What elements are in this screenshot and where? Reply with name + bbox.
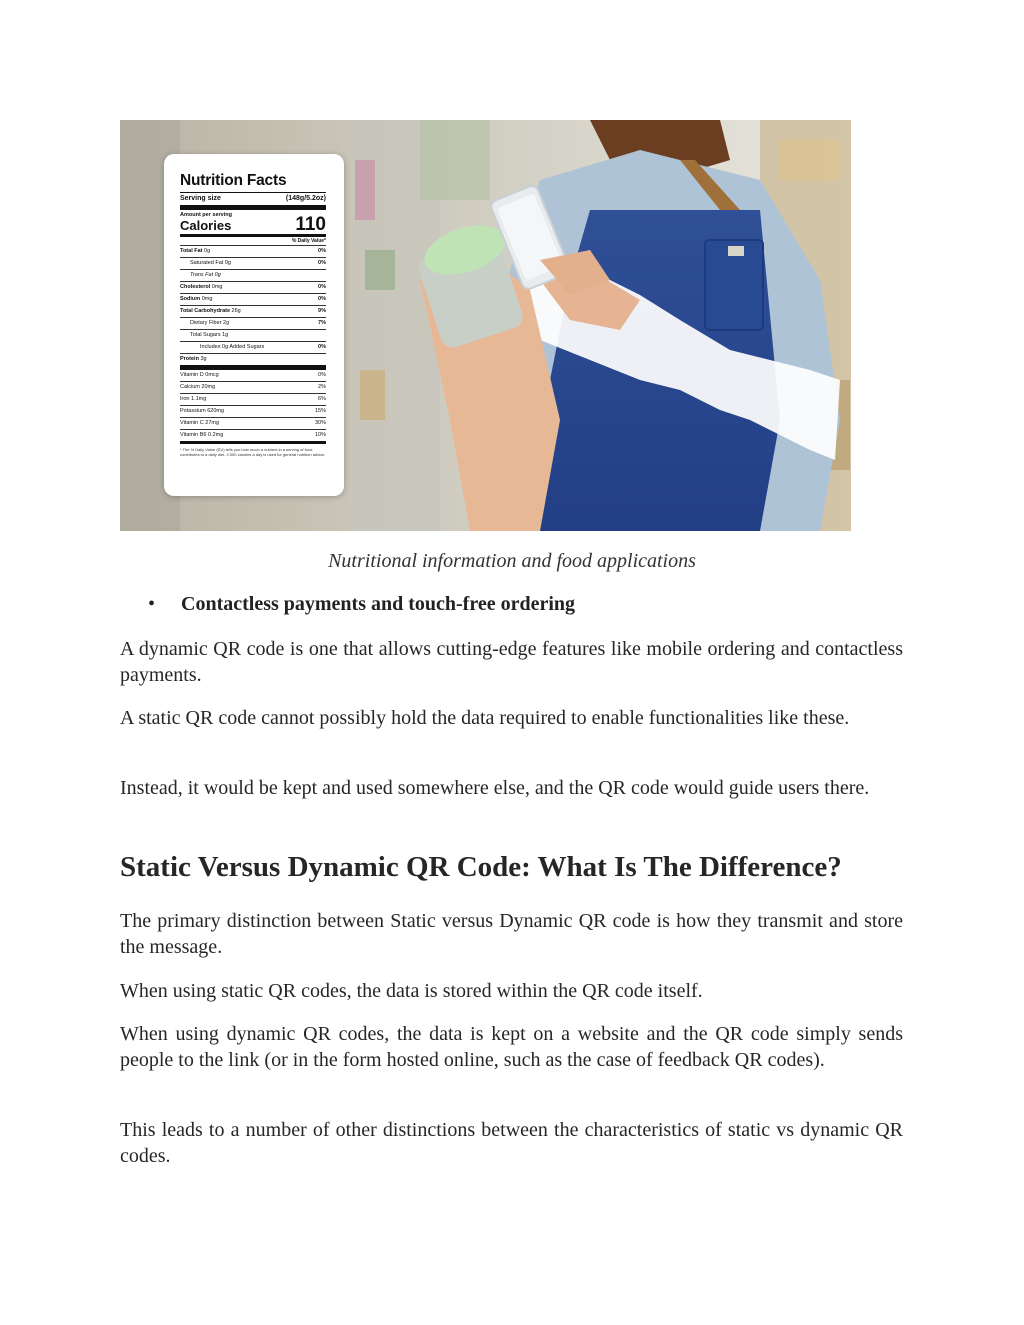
bullet-text: Contactless payments and touch-free ordering: [181, 593, 576, 615]
paragraph: When using dynamic QR codes, the data is kept on a website and the QR code simply sends people to the link (or in the form hosted online, such as the case of feedback QR codes).: [120, 1023, 903, 1071]
serving-size-row: [180, 192, 326, 210]
vitamin-row: Iron 1.1mg 6%: [180, 393, 326, 405]
nutrient-row: Dietary Fiber 2g 7%: [180, 317, 326, 329]
serving-label: Serving size: [180, 195, 221, 202]
nutrition-facts-label: [164, 154, 344, 496]
nutrient-row: Total Carbohydrate 26g 9%: [180, 305, 326, 317]
vitamin-row: Vitamin D 0mcg 0%: [180, 365, 326, 381]
paragraph: A dynamic QR code is one that allows cutting-edge features like mobile ordering and contactless payments.: [120, 638, 903, 686]
nutrient-row: Cholesterol 0mg 0%: [180, 281, 326, 293]
daily-value-header: % Daily Value*: [291, 238, 326, 244]
figure-caption: Nutritional information and food applications: [328, 550, 696, 572]
serving-value: (148g/5.2oz): [285, 195, 326, 202]
nutrient-row: Sodium 0mg 0%: [180, 293, 326, 305]
nutrient-row: Includes 0g Added Sugars 0%: [180, 341, 326, 353]
paragraph: The primary distinction between Static versus Dynamic QR code is how they transmit and store the message.: [120, 910, 903, 958]
hero-photo: [120, 120, 851, 531]
vitamin-row: Vitamin C 27mg 30%: [180, 417, 326, 429]
vitamin-row: Vitamin B6 0.2mg 10%: [180, 429, 326, 441]
bullet-dot-icon: •: [148, 593, 156, 615]
bullet-item: [148, 593, 575, 616]
paragraph: Instead, it would be kept and used somewhere else, and the QR code would guide users there.: [120, 777, 870, 799]
vitamin-row: Calcium 20mg 2%: [180, 381, 326, 393]
vitamin-row: Potassium 620mg 15%: [180, 405, 326, 417]
nutrient-row: Saturated Fat 0g 0%: [180, 257, 326, 269]
nutrition-footnote: * The % Daily Value (DV) tells you how much a nutrient in a serving of food contributes to a daily diet. 2,000 calories a day is used for general nutrition advice.: [180, 441, 326, 457]
nutrient-row: Total Fat 0g 0%: [180, 245, 326, 257]
nutrient-row: Trans Fat 0g: [180, 269, 326, 281]
calories-value: 110: [295, 214, 326, 235]
nutrient-row: Protein 3g: [180, 353, 326, 365]
paragraph: A static QR code cannot possibly hold the data required to enable functionalities like these.: [120, 707, 850, 729]
nutrient-row: Total Sugars 1g: [180, 329, 326, 341]
amount-per-serving: Amount per serving: [180, 212, 232, 218]
paragraph: When using static QR codes, the data is stored within the QR code itself.: [120, 980, 703, 1002]
section-heading: Static Versus Dynamic QR Code: What Is The Difference?: [120, 851, 842, 883]
paragraph: This leads to a number of other distinctions between the characteristics of static vs dynamic QR codes.: [120, 1119, 903, 1167]
calories-label: Calories: [180, 218, 232, 233]
nutrition-title: Nutrition Facts: [180, 172, 287, 189]
